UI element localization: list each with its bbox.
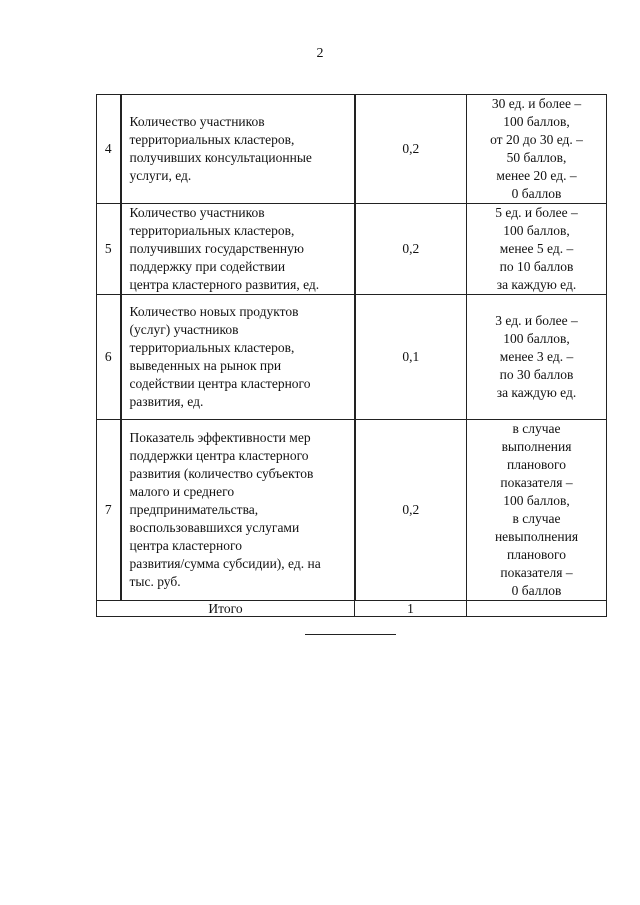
indicator-score-text: 30 ед. и более – 100 баллов, от 20 до 30 ед. – 50 баллов, менее 20 ед. – 0 баллов [490,96,583,201]
indicator-name [121,420,355,601]
indicator-score [467,204,607,295]
row-number: 7 [97,420,121,601]
table-row [97,204,607,295]
indicator-weight: 0,2 [355,204,467,295]
indicator-score [467,95,607,204]
row-number: 4 [97,95,121,204]
indicator-name [121,295,355,420]
total-weight: 1 [355,601,467,617]
table-row [97,420,607,601]
indicator-score-text: 5 ед. и более – 100 баллов, менее 5 ед. – по 10 баллов за каждую ед. [495,205,578,292]
indicator-score [467,295,607,420]
indicator-weight: 0,2 [355,95,467,204]
page-number: 2 [316,46,324,61]
indicator-score-text: 3 ед. и более – 100 баллов, менее 3 ед. – по 30 баллов за каждую ед. [495,313,578,400]
indicator-score-text: в случае выполнения планового показателя – 100 баллов, в случае невыполнения планового показателя – 0 баллов [494,421,579,598]
indicator-name [121,204,355,295]
indicator-name [121,95,355,204]
indicator-name-text: Количество участников территориальных кластеров, получивших государственную поддержку при содействии центра кластерного развития, ед. [129,205,320,292]
table-row [97,295,607,420]
indicator-name-text: Количество новых продуктов (услуг) участников территориальных кластеров, выведенных на рынок при содействии центра кластерного развития, ед. [129,304,311,409]
indicator-name-text: Показатель эффективности мер поддержки центра кластерного развития (количество субъектов малого и среднего предпринимательства, воспользовавшихся услугами центра кластерного развития/сумма субсидии), ед. на тыс. руб. [129,430,321,589]
total-label: Итого [97,601,355,617]
table-row [97,95,607,204]
indicator-score [467,420,607,601]
row-number: 6 [97,295,121,420]
closing-rule [305,634,396,635]
total-score [467,601,607,617]
indicators-table [96,94,607,617]
total-row [97,601,607,617]
row-number: 5 [97,204,121,295]
indicator-weight: 0,2 [355,420,467,601]
indicator-weight: 0,1 [355,295,467,420]
indicator-name-text: Количество участников территориальных кластеров, получивших консультационные услуги, ед. [129,114,312,183]
